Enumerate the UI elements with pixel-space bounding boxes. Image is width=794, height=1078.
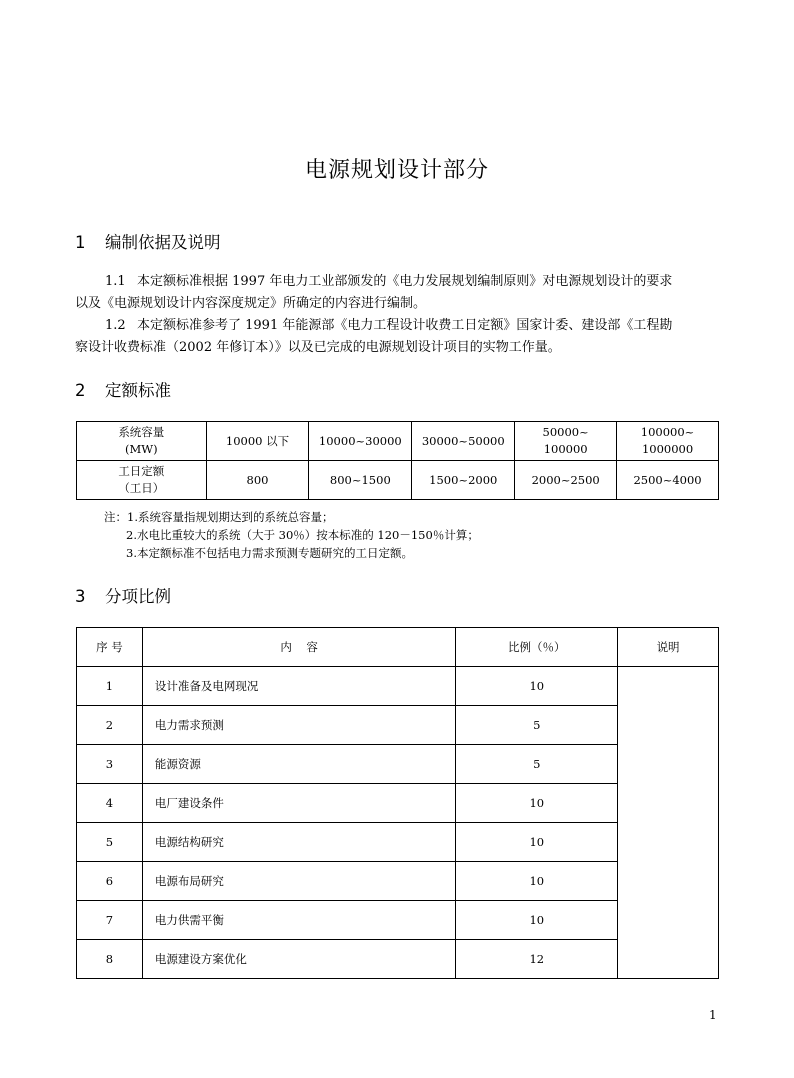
note-line: 3.本定额标准不包括电力需求预测专题研究的工日定额。	[126, 546, 413, 560]
table-cell: 50000~ 100000	[515, 422, 617, 461]
remarks-cell	[618, 667, 719, 979]
row-content: 电源建设方案优化	[142, 940, 455, 979]
section-3-heading	[75, 583, 171, 607]
paragraph-line: 以及《电源规划设计内容深度规定》所确定的内容进行编制。	[75, 296, 427, 311]
row-content: 电力供需平衡	[142, 901, 455, 940]
table-row	[77, 461, 719, 500]
row-ratio: 10	[456, 823, 618, 862]
row-content: 电厂建设条件	[142, 784, 455, 823]
table-header-cell: 系统容量 (MW)	[77, 422, 207, 461]
paragraph-line: 1.2 本定额标准参考了 1991 年能源部《电力工程设计收费工日定额》国家计委、建设部《工程勘	[105, 318, 673, 333]
row-number: 3	[77, 745, 143, 784]
note-line: 2.水电比重较大的系统（大于 30％）按本标准的 120－150％计算；	[126, 528, 479, 542]
section-1-heading	[75, 229, 221, 253]
page-number: 1	[709, 1008, 717, 1022]
table-header-row	[77, 628, 719, 667]
table-header-cell: 说明	[618, 628, 719, 667]
row-number: 6	[77, 862, 143, 901]
quota-table	[76, 421, 719, 500]
table-cell: 2000~2500	[515, 461, 617, 500]
row-content: 电源结构研究	[142, 823, 455, 862]
row-number: 5	[77, 823, 143, 862]
row-number: 7	[77, 901, 143, 940]
paragraph-line: 察设计收费标准（2002 年修订本）》以及已完成的电源规划设计项目的实物工作量。	[75, 340, 561, 355]
note-line: 注：1.系统容量指规划期达到的系统总容量；	[104, 510, 334, 524]
row-content: 设计准备及电网现况	[142, 667, 455, 706]
row-ratio: 10	[456, 901, 618, 940]
section-2-heading	[75, 377, 171, 401]
table-cell: 100000~ 1000000	[617, 422, 719, 461]
table-cell: 2500~4000	[617, 461, 719, 500]
table-header-cell: 比例（％）	[456, 628, 618, 667]
section-number: 1	[75, 233, 86, 252]
row-number: 2	[77, 706, 143, 745]
table-cell: 800~1500	[309, 461, 412, 500]
row-content: 电力需求预测	[142, 706, 455, 745]
section-number: 2	[75, 381, 86, 400]
section-title: 定额标准	[105, 381, 171, 400]
paragraph-line: 1.1 本定额标准根据 1997 年电力工业部颁发的《电力发展规划编制原则》对电源规划设计的要求	[105, 274, 673, 289]
row-number: 1	[77, 667, 143, 706]
table-header-cell: 序 号	[77, 628, 143, 667]
row-content: 能源资源	[142, 745, 455, 784]
row-number: 4	[77, 784, 143, 823]
table-header-cell: 内 容	[142, 628, 455, 667]
row-ratio: 5	[456, 706, 618, 745]
section-title: 分项比例	[105, 587, 171, 606]
section-title: 编制依据及说明	[105, 233, 221, 252]
row-number: 8	[77, 940, 143, 979]
table-cell: 10000 以下	[206, 422, 309, 461]
row-ratio: 12	[456, 940, 618, 979]
section-1-body	[75, 271, 720, 359]
row-ratio: 10	[456, 667, 618, 706]
table-row	[77, 667, 719, 706]
table-cell: 30000~50000	[412, 422, 515, 461]
table-cell: 1500~2000	[412, 461, 515, 500]
row-ratio: 10	[456, 784, 618, 823]
table-notes	[104, 508, 479, 562]
table-row	[77, 422, 719, 461]
table-cell: 800	[206, 461, 309, 500]
row-ratio: 5	[456, 745, 618, 784]
row-ratio: 10	[456, 862, 618, 901]
section-number: 3	[75, 587, 86, 606]
row-content: 电源布局研究	[142, 862, 455, 901]
table-header-cell: 工日定额 （工日）	[77, 461, 207, 500]
ratio-table	[76, 627, 719, 979]
page-title: 电源规划设计部分	[304, 158, 489, 183]
table-cell: 10000~30000	[309, 422, 412, 461]
